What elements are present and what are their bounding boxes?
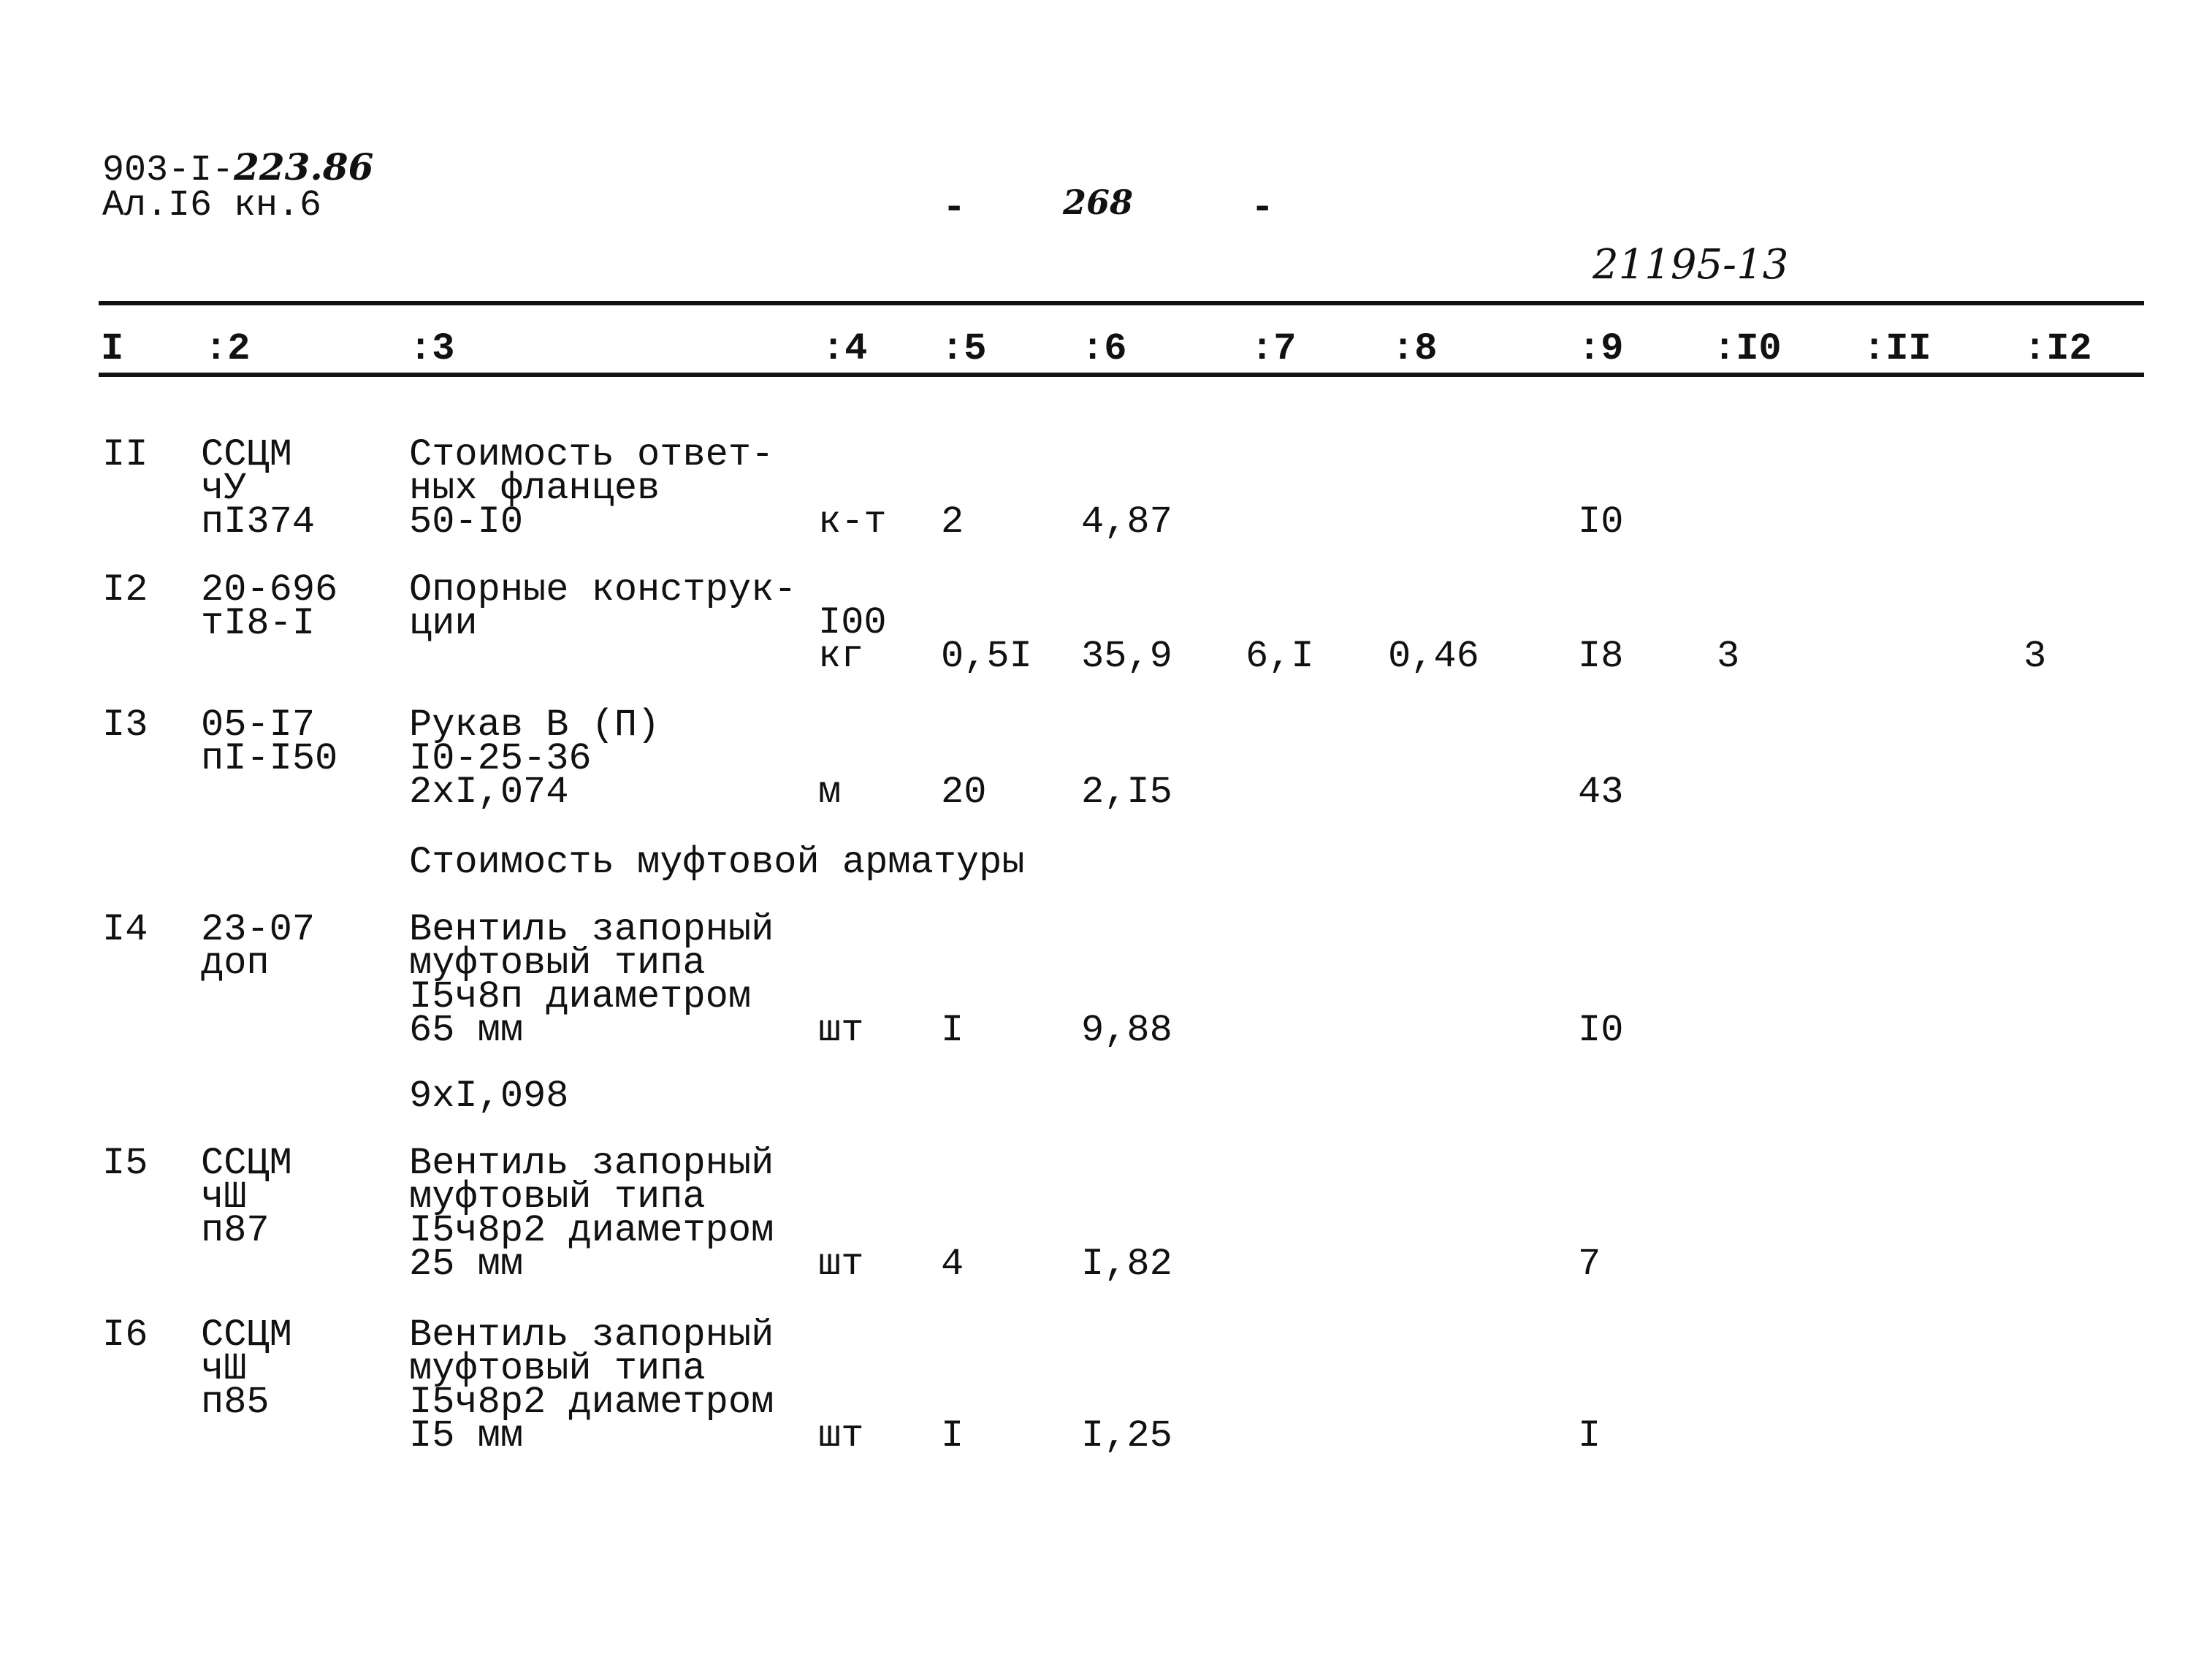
section-title: Стоимость муфтовой арматуры	[409, 841, 1025, 884]
col-10: :I0	[1713, 327, 1782, 370]
row-qty: 0,5I	[941, 635, 1032, 678]
row-col7: 6,I	[1246, 635, 1314, 678]
table-top-rule	[99, 301, 2144, 305]
col-2: :2	[205, 327, 251, 370]
row-col12: 3	[2024, 635, 2047, 678]
row-col10: 3	[1717, 635, 1740, 678]
row-code: 20-696 тI8-I	[201, 568, 338, 645]
row-code: 23-07 доп	[201, 908, 316, 985]
row-col9: I0	[1578, 500, 1624, 544]
stamp-number: 21195-13	[1593, 241, 1789, 289]
row-description: Стоимость ответ- ных фланцев 50-I0	[409, 433, 774, 544]
row-col8: 0,46	[1388, 635, 1479, 678]
row-description: Рукав В (П) I0-25-36 2хI,074	[409, 704, 660, 814]
row-unit: шт	[818, 1243, 864, 1286]
row-price: 2,I5	[1081, 771, 1172, 814]
row-number: II	[102, 433, 148, 476]
row-unit: шт	[818, 1009, 864, 1052]
row-col9: I	[1578, 1414, 1601, 1457]
col-1: I	[101, 327, 124, 370]
row-code: 05-I7 пI-I50	[201, 704, 338, 780]
table-header-rule	[99, 373, 2144, 377]
row-unit: к-т	[818, 500, 887, 544]
col-8: :8	[1392, 327, 1438, 370]
row-number: I2	[102, 568, 148, 611]
row-description: Опорные конструк- ции	[409, 568, 797, 645]
row-description: Вентиль запорный муфтовый типа I5ч8п диаметром 65 мм	[409, 908, 774, 1052]
col-9: :9	[1578, 327, 1624, 370]
row-code: ССЦМ чШ п87	[201, 1142, 292, 1252]
row-col9: I8	[1578, 635, 1624, 678]
page-dash-left: -	[942, 186, 966, 231]
row-description: Вентиль запорный муфтовый типа I5ч8р2 диаметром 25 мм	[409, 1142, 774, 1286]
col-12: :I2	[2024, 327, 2092, 370]
row-price: 4,87	[1081, 500, 1172, 544]
row-col9: 7	[1578, 1243, 1601, 1286]
row-col9: I0	[1578, 1009, 1624, 1052]
row-qty: 2	[941, 500, 964, 544]
row-qty: 20	[941, 771, 987, 814]
row-price: 35,9	[1081, 635, 1172, 678]
row-code: ССЦМ чУ пI374	[201, 433, 316, 544]
row-price: I,82	[1081, 1243, 1172, 1286]
page-number: 268	[1063, 183, 1134, 222]
row-number: I6	[102, 1314, 148, 1357]
col-3: :3	[409, 327, 455, 370]
col-5: :5	[941, 327, 987, 370]
document-code-handwritten: 223.86	[234, 145, 374, 188]
row-number: I4	[102, 908, 148, 951]
col-7: :7	[1251, 327, 1297, 370]
row-code: ССЦМ чШ п85	[201, 1314, 292, 1424]
row-unit: шт	[818, 1414, 864, 1457]
row-qty: I	[941, 1009, 964, 1052]
row-number: I5	[102, 1142, 148, 1185]
row-number: I3	[102, 704, 148, 747]
row-description: Вентиль запорный муфтовый типа I5ч8р2 диаметром I5 мм	[409, 1314, 774, 1457]
col-11: :II	[1863, 327, 1931, 370]
row-note: 9хI,098	[409, 1075, 569, 1118]
row-qty: 4	[941, 1243, 964, 1286]
row-qty: I	[941, 1414, 964, 1457]
row-price: I,25	[1081, 1414, 1172, 1457]
row-col9: 43	[1578, 771, 1624, 814]
album-line: Ал.I6 кн.6	[102, 185, 322, 226]
row-unit: I00 кг	[818, 601, 887, 678]
document-code: 903-I-223.86 Ал.I6 кн.6	[102, 145, 374, 226]
col-4: :4	[822, 327, 868, 370]
row-price: 9,88	[1081, 1009, 1172, 1052]
page-dash-right: -	[1251, 186, 1275, 231]
col-6: :6	[1081, 327, 1127, 370]
row-unit: м	[818, 771, 842, 814]
